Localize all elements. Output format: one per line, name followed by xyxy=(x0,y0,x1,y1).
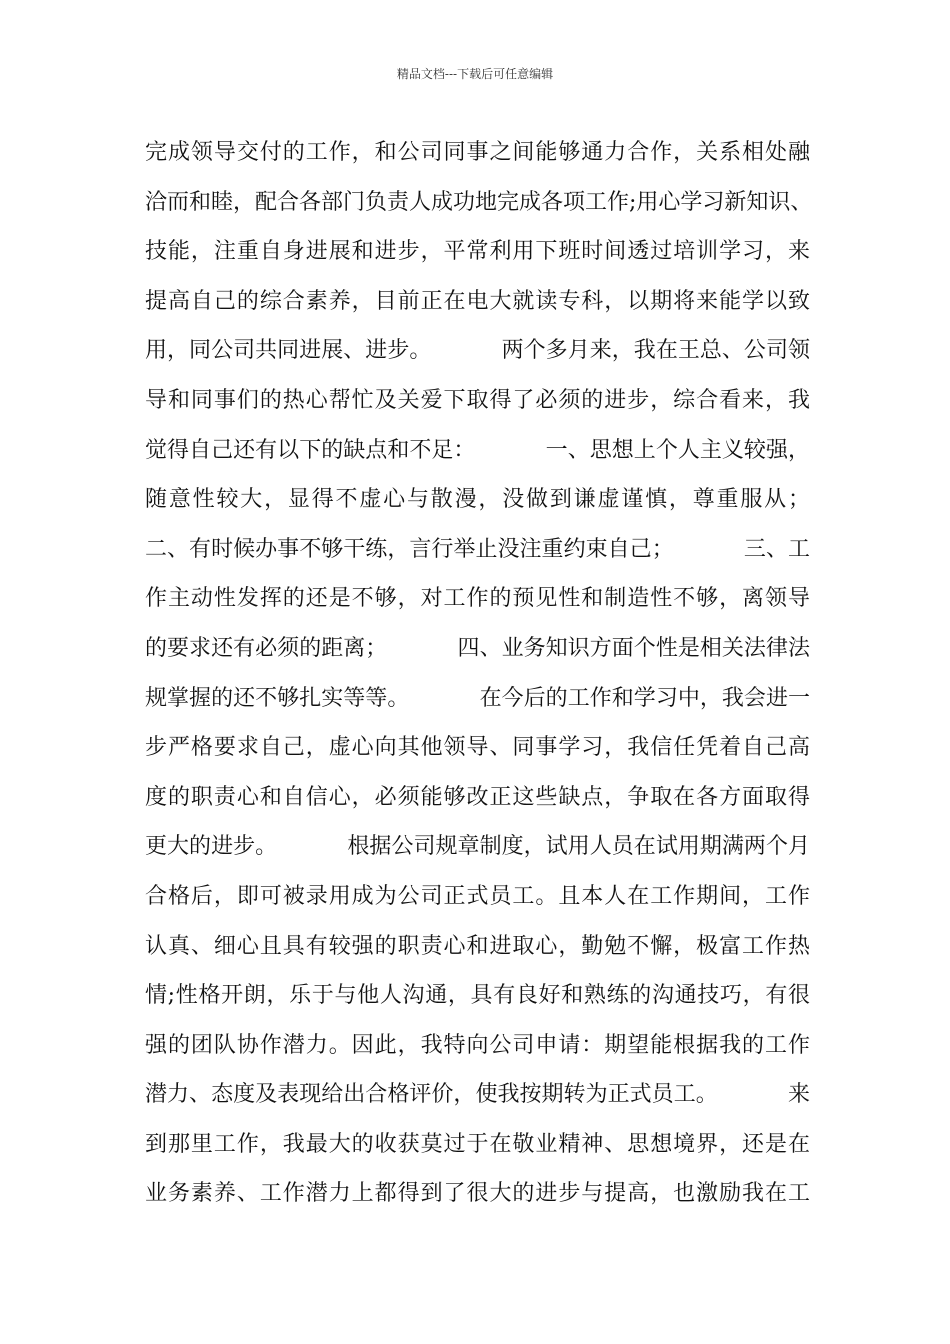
body-line: 二、有时候办事不够干练，言行举止没注重约束自己； 三、工 xyxy=(145,536,810,562)
body-line: 度的职责心和自信心，必须能够改正这些缺点，争取在各方面取得 xyxy=(145,784,810,810)
body-line: 规掌握的还不够扎实等等。 在今后的工作和学习中，我会进一 xyxy=(145,685,810,711)
body-line: 合格后，即可被录用成为公司正式员工。且本人在工作期间，工作 xyxy=(145,883,810,909)
body-line: 用，同公司共同进展、进步。 两个多月来，我在王总、公司领 xyxy=(145,338,810,364)
body-line: 到那里工作，我最大的收获莫过于在敬业精神、思想境界，还是在 xyxy=(145,1131,810,1157)
body-line: 业务素养、工作潜力上都得到了很大的进步与提高，也激励我在工 xyxy=(145,1181,810,1207)
body-line: 步严格要求自己，虚心向其他领导、同事学习，我信任凭着自己高 xyxy=(145,735,810,761)
body-line: 随意性较大，显得不虚心与散漫，没做到谦虚谨慎，尊重服从； xyxy=(145,487,810,513)
page-header: 精品文档---下载后可任意编辑 xyxy=(396,67,554,81)
body-line: 完成领导交付的工作，和公司同事之间能够通力合作，关系相处融 xyxy=(145,140,810,165)
body-line: 认真、细心且具有较强的职责心和进取心，勤勉不懈，极富工作热 xyxy=(145,933,810,959)
body-line: 洽而和睦，配合各部门负责人成功地完成各项工作;用心学习新知识、 xyxy=(145,189,813,215)
body-line: 导和同事们的热心帮忙及关爱下取得了必须的进步，综合看来，我 xyxy=(145,387,810,413)
body-line: 潜力、态度及表现给出合格评价，使我按期转为正式员工。 来 xyxy=(145,1082,810,1108)
body-line: 提高自己的综合素养，目前正在电大就读专科，以期将来能学以致 xyxy=(145,288,810,314)
body-line: 的要求还有必须的距离； 四、业务知识方面个性是相关法律法 xyxy=(145,635,810,661)
body-line: 更大的进步。 根据公司规章制度，试用人员在试用期满两个月 xyxy=(145,834,810,860)
document-body xyxy=(145,128,813,1219)
body-line: 技能，注重自身进展和进步，平常利用下班时间透过培训学习，来 xyxy=(145,239,810,265)
body-line: 作主动性发挥的还是不够，对工作的预见性和制造性不够，离领导 xyxy=(145,586,810,612)
body-line: 强的团队协作潜力。因此，我特向公司申请：期望能根据我的工作 xyxy=(145,1032,810,1058)
body-line: 觉得自己还有以下的缺点和不足： 一、思想上个人主义较强， xyxy=(145,437,810,463)
body-line: 情;性格开朗，乐于与他人沟通，具有良好和熟练的沟通技巧，有很 xyxy=(145,983,810,1009)
